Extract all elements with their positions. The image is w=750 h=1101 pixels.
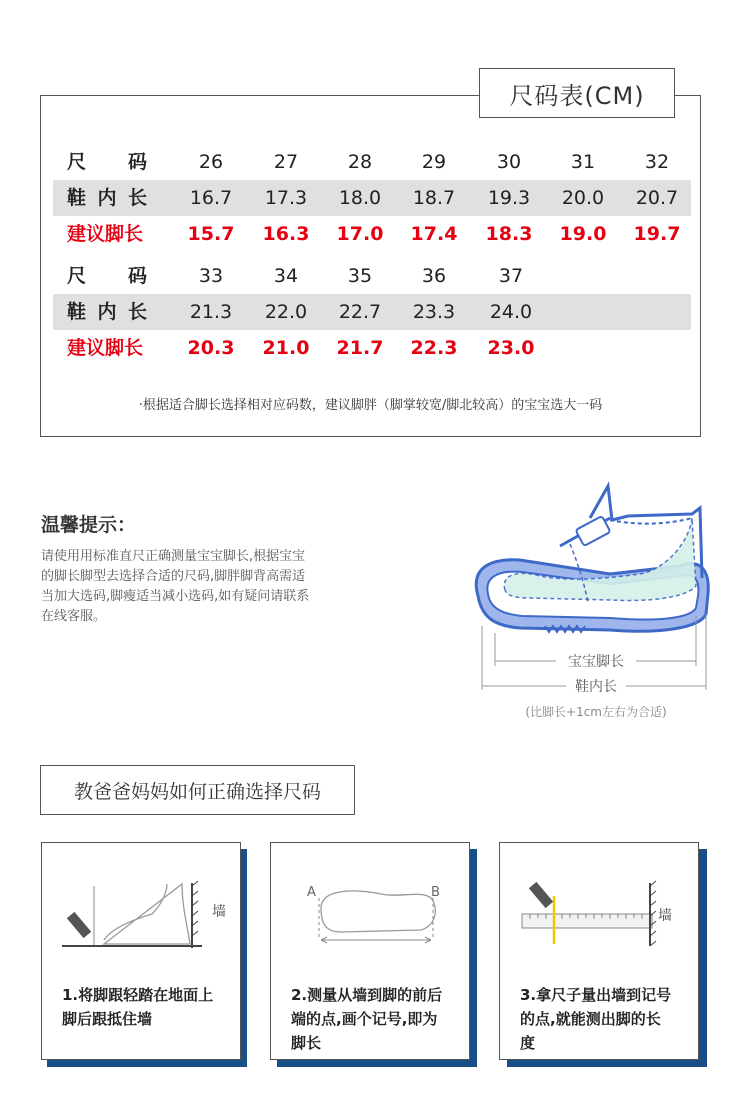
step-line: 的点,就能测出脚的长 [520, 1010, 661, 1028]
tips-line: 当加大选码,脚瘦适当减小选码,如有疑问请联系 [41, 589, 310, 604]
foot-length-row-1 [53, 216, 691, 252]
foot-length-value: 17.0 [336, 223, 384, 245]
size-value: 27 [273, 151, 299, 173]
inner-length-value: 16.7 [189, 187, 233, 209]
tips-text [41, 547, 361, 627]
inner-length-value: 22.0 [264, 301, 308, 323]
step-line: 1.将脚跟轻踏在地面上 [62, 986, 214, 1004]
inner-length-value: 20.0 [561, 187, 605, 209]
shoe-measure-diagram [460, 478, 730, 728]
foot-length-value: 19.0 [559, 223, 607, 245]
inner-length-label: 鞋 内 长 [67, 301, 147, 323]
size-chart-note: ·根据适合脚长选择相对应码数，建议脚胖（脚掌较宽/脚北较高）的宝宝选大一码 [138, 398, 603, 413]
tips-line: 的脚长脚型去选择合适的尺码,脚胖脚背高需适 [41, 569, 306, 584]
size-value: 33 [198, 265, 224, 287]
inner-length-value: 19.3 [487, 187, 531, 209]
foot-length-row-2 [53, 330, 691, 366]
inner-length-value: 18.7 [412, 187, 456, 209]
size-value: 31 [570, 151, 596, 173]
inner-length-value: 21.3 [189, 301, 233, 323]
foot-length-value: 17.4 [410, 223, 458, 245]
foot-length-value: 19.7 [633, 223, 681, 245]
step-text-2 [291, 983, 461, 1055]
wall-label: 墙 [212, 904, 226, 920]
howto-card-1 [41, 842, 241, 1060]
size-value: 29 [421, 151, 447, 173]
foot-length-label: 建议脚长 [67, 223, 144, 245]
size-value: 37 [498, 265, 524, 287]
foot-length-label: 宝宝脚长 [568, 654, 624, 670]
inner-length-value: 22.7 [338, 301, 382, 323]
step-text-1 [62, 983, 232, 1031]
tips-line: 在线客服。 [41, 609, 107, 624]
size-label: 尺 码 [67, 265, 147, 287]
size-value: 34 [273, 265, 299, 287]
foot-length-value: 18.3 [485, 223, 533, 245]
wall-label: 墙 [658, 908, 672, 924]
point-a-label: A [307, 885, 316, 900]
inner-length-row-1 [53, 180, 691, 216]
foot-length-value: 15.7 [187, 223, 235, 245]
howto-card-3 [499, 842, 699, 1060]
inner-length-row-2 [53, 294, 691, 330]
size-row-2 [53, 258, 691, 294]
step-line: 端的点,画个记号,即为 [291, 1010, 438, 1028]
foot-outline-ab-illustration [271, 868, 471, 963]
inner-length-value: 17.3 [264, 187, 308, 209]
foot-length-value: 22.3 [410, 337, 458, 359]
size-row-1 [53, 144, 691, 180]
size-value: 35 [347, 265, 373, 287]
inner-length-value: 23.3 [412, 301, 456, 323]
size-value: 32 [644, 151, 670, 173]
size-label: 尺 码 [67, 151, 147, 173]
size-value: 26 [198, 151, 224, 173]
inner-length-label: 鞋内长 [575, 679, 617, 695]
size-value: 28 [347, 151, 373, 173]
step-line: 2.测量从墙到脚的前后 [291, 986, 443, 1004]
size-chart [40, 95, 701, 437]
point-b-label: B [431, 885, 440, 900]
foot-length-value: 16.3 [262, 223, 310, 245]
heel-on-floor-illustration [42, 868, 242, 963]
tips-line: 请使用用标准直尺正确测量宝宝脚长,根据宝宝 [41, 549, 306, 564]
howto-title: 教爸爸妈妈如何正确选择尺码 [40, 765, 355, 815]
howto-card-2 [270, 842, 470, 1060]
inner-length-label: 鞋 内 长 [67, 187, 147, 209]
foot-length-value: 21.0 [262, 337, 310, 359]
inner-length-value: 24.0 [489, 301, 533, 323]
size-chart-title: 尺码表(CM) [479, 68, 675, 118]
size-value: 36 [421, 265, 447, 287]
inner-length-value: 20.7 [635, 187, 679, 209]
foot-length-value: 23.0 [487, 337, 535, 359]
step-line: 脚后跟抵住墙 [62, 1010, 153, 1028]
inner-length-value: 18.0 [338, 187, 382, 209]
foot-length-value: 20.3 [187, 337, 235, 359]
tips-title: 温馨提示： [41, 514, 137, 536]
step-line: 脚长 [291, 1034, 322, 1052]
step-line: 度 [520, 1034, 536, 1052]
step-line: 3.拿尺子量出墙到记号 [520, 986, 672, 1004]
step-text-3 [520, 983, 690, 1055]
foot-length-label: 建议脚长 [67, 337, 144, 359]
foot-length-value: 21.7 [336, 337, 384, 359]
fit-hint: (比脚长+1cm左右为合适) [525, 705, 667, 719]
size-value: 30 [496, 151, 522, 173]
ruler-measure-illustration [500, 868, 700, 963]
